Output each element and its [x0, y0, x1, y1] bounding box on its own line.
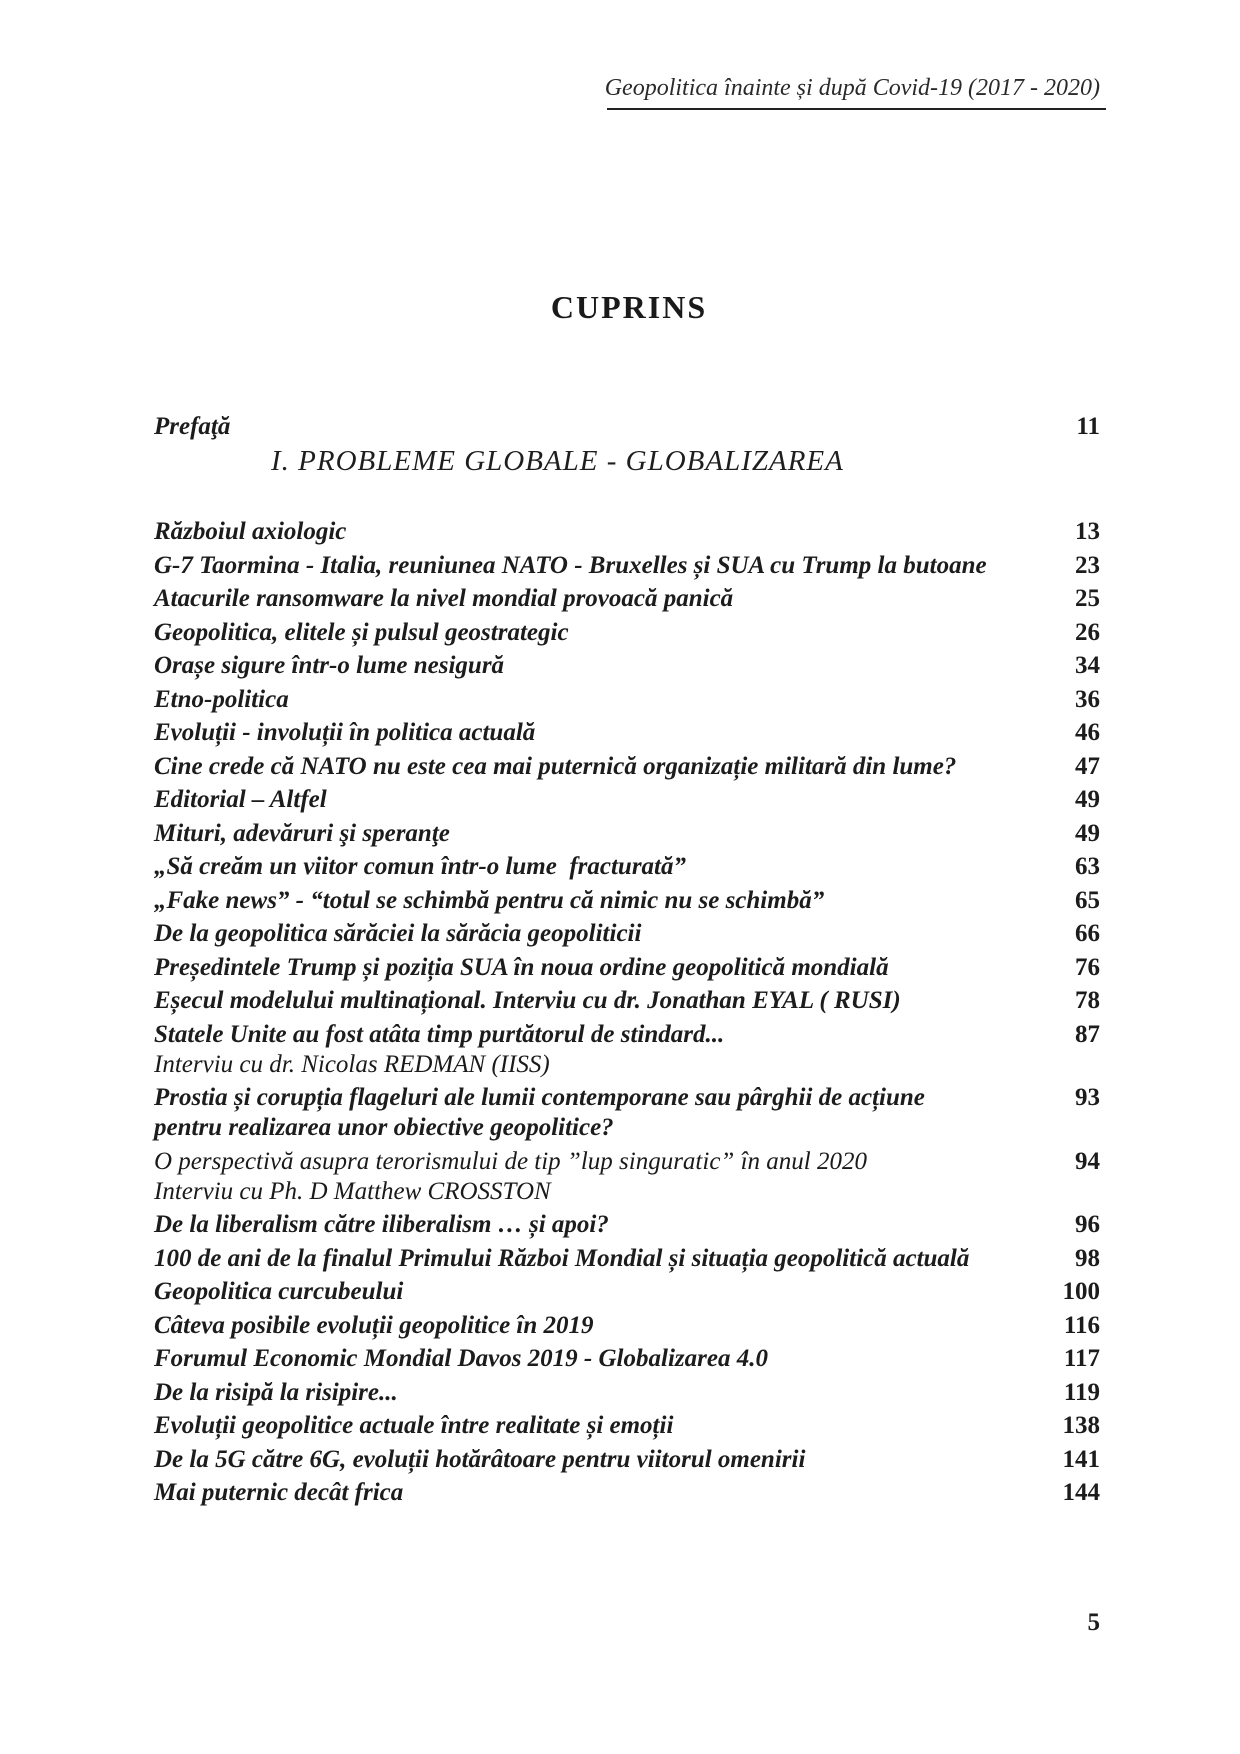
toc-entry-title: „Să creăm un viitor comun într-o lume fracturată” [154, 853, 687, 880]
toc-entry-title: Evoluții - involuții în politica actuală [154, 719, 536, 746]
toc-entry-title: Mai puternic decât frica [154, 1479, 404, 1506]
header-rule [607, 108, 1106, 110]
toc-page-number: 11 [1076, 413, 1100, 440]
toc-entry-title: Evoluții geopolitice actuale între realitate și emoții [154, 1412, 674, 1439]
toc-entry [154, 1378, 1100, 1408]
toc-entry-title: Eșecul modelului multinațional. Interviu cu dr. Jonathan EYAL ( RUSI) [154, 987, 901, 1014]
toc-entry-title: Orașe sigure într-o lume nesigură [154, 652, 505, 679]
toc-entry-title: De la risipă la risipire... [154, 1378, 398, 1406]
toc-entry [154, 517, 1100, 547]
toc-page-number: 47 [1075, 752, 1100, 780]
toc-entry-title: Forumul Economic Mondial Davos 2019 - Globalizarea 4.0 [154, 1345, 768, 1372]
toc-page-number: 138 [1062, 1412, 1100, 1439]
toc-entry [154, 1445, 1100, 1475]
toc-entry [154, 651, 1100, 681]
toc-page-number: 144 [1062, 1479, 1100, 1506]
toc-entry-title: De la 5G către 6G, evoluții hotărâtoare pentru viitorul omenirii [154, 1445, 806, 1473]
toc-page-number: 36 [1075, 685, 1100, 713]
toc-entry-title: Mituri, adevăruri şi speranţe [154, 819, 450, 847]
toc-page-number: 26 [1075, 618, 1100, 646]
toc-entry-title-continued: pentru realizarea unor obiective geopolitice? [154, 1114, 614, 1141]
toc-entry [154, 852, 1100, 882]
toc-entry [154, 1210, 1100, 1240]
toc-page-number: 98 [1075, 1244, 1100, 1272]
toc-page-number: 49 [1075, 786, 1100, 813]
toc-entry-title: Etno-politica [154, 685, 289, 713]
toc-page-number: 94 [1075, 1147, 1100, 1175]
toc-page-number: 96 [1075, 1211, 1100, 1238]
toc-page-number: 66 [1075, 920, 1100, 947]
toc-page-number: 25 [1075, 585, 1100, 612]
toc-entry-title: Editorial – Altfel [154, 786, 327, 813]
toc-entry [154, 953, 1100, 983]
toc-page-number: 34 [1075, 652, 1100, 679]
toc-entry [154, 1020, 1100, 1080]
toc-title: CUPRINS [550, 289, 708, 325]
page-number: 5 [1087, 1609, 1100, 1636]
toc-entry [154, 1478, 1100, 1508]
toc-page-number: 63 [1075, 853, 1100, 880]
toc-entry-title: Președintele Trump și poziția SUA în noua ordine geopolitică mondială [154, 953, 889, 981]
toc-page-number: 100 [1062, 1278, 1100, 1305]
toc-page-number: 76 [1075, 953, 1100, 981]
toc-entry [154, 1311, 1100, 1341]
toc-entry [154, 1244, 1100, 1274]
toc-entry [154, 718, 1100, 748]
toc-entry-title: De la geopolitica sărăciei la sărăcia geopoliticii [154, 920, 642, 947]
toc-entry-title: „Fake news” - “totul se schimbă pentru că nimic nu se schimbă” [154, 886, 825, 914]
toc-entry-title: Cine crede că NATO nu este cea mai puternică organizație militară din lume? [154, 752, 957, 780]
toc-entry [154, 618, 1100, 648]
toc-entry [154, 1411, 1100, 1441]
section-heading: I. PROBLEME GLOBALE - GLOBALIZAREA [271, 445, 844, 477]
toc-page-number: 87 [1075, 1020, 1100, 1048]
toc-page-number: 46 [1075, 719, 1100, 746]
toc-entry [154, 886, 1100, 916]
toc-entry-title: Atacurile ransomware la nivel mondial provoacă panică [154, 585, 734, 612]
toc-entry [154, 752, 1100, 782]
toc-entry [154, 986, 1100, 1016]
toc-page-number: 93 [1075, 1084, 1100, 1111]
toc-entry-title: Geopolitica, elitele și pulsul geostrategic [154, 618, 569, 646]
toc-entry [154, 819, 1100, 849]
toc-page-number: 78 [1075, 987, 1100, 1014]
toc-page-number: 49 [1075, 819, 1100, 847]
toc-entry-title: G-7 Taormina - Italia, reuniunea NATO - Bruxelles și SUA cu Trump la butoane [154, 551, 987, 579]
toc-entry-title: Geopolitica curcubeului [154, 1278, 404, 1305]
running-header: Geopolitica înainte și după Covid-19 (2017 - 2020) [604, 75, 1100, 101]
toc-entry-title: Prefaţă [154, 413, 231, 440]
toc-entry-list [154, 517, 1100, 1512]
toc-entry-title: Războiul axiologic [154, 518, 347, 545]
toc-entry [154, 919, 1100, 949]
toc-page-number: 13 [1075, 518, 1100, 545]
toc-entry-title: Statele Unite au fost atâta timp purtătorul de stindard... [154, 1020, 725, 1048]
toc-page-number: 23 [1075, 551, 1100, 579]
toc-entry [154, 1083, 1100, 1143]
toc-entry-preface [154, 412, 1100, 442]
toc-page-number: 116 [1063, 1311, 1100, 1339]
toc-entry [154, 584, 1100, 614]
toc-entry-subtitle: Interviu cu Ph. D Matthew CROSSTON [154, 1177, 551, 1205]
toc-page-number: 117 [1063, 1345, 1100, 1372]
toc-entry [154, 551, 1100, 581]
toc-entry [154, 685, 1100, 715]
toc-entry [154, 785, 1100, 815]
toc-entry-title: Prostia și corupția flageluri ale lumii contemporane sau pârghii de acțiune [154, 1084, 925, 1111]
toc-entry-subtitle: Interviu cu dr. Nicolas REDMAN (IISS) [154, 1050, 550, 1078]
toc-page-number: 119 [1063, 1378, 1100, 1406]
toc-page-number: 65 [1075, 886, 1100, 914]
toc-page-number: 141 [1062, 1445, 1100, 1473]
toc-entry [154, 1277, 1100, 1307]
toc-entry [154, 1147, 1100, 1207]
toc-entry [154, 1344, 1100, 1374]
toc-entry-title: De la liberalism către iliberalism … și apoi? [154, 1211, 609, 1238]
toc-entry-title: Câteva posibile evoluții geopolitice în 2019 [154, 1311, 594, 1339]
toc-entry-title: 100 de ani de la finalul Primului Război Mondial și situația geopolitică actuală [154, 1244, 970, 1272]
toc-entry-title: O perspectivă asupra terorismului de tip ”lup singuratic” în anul 2020 [154, 1147, 867, 1175]
